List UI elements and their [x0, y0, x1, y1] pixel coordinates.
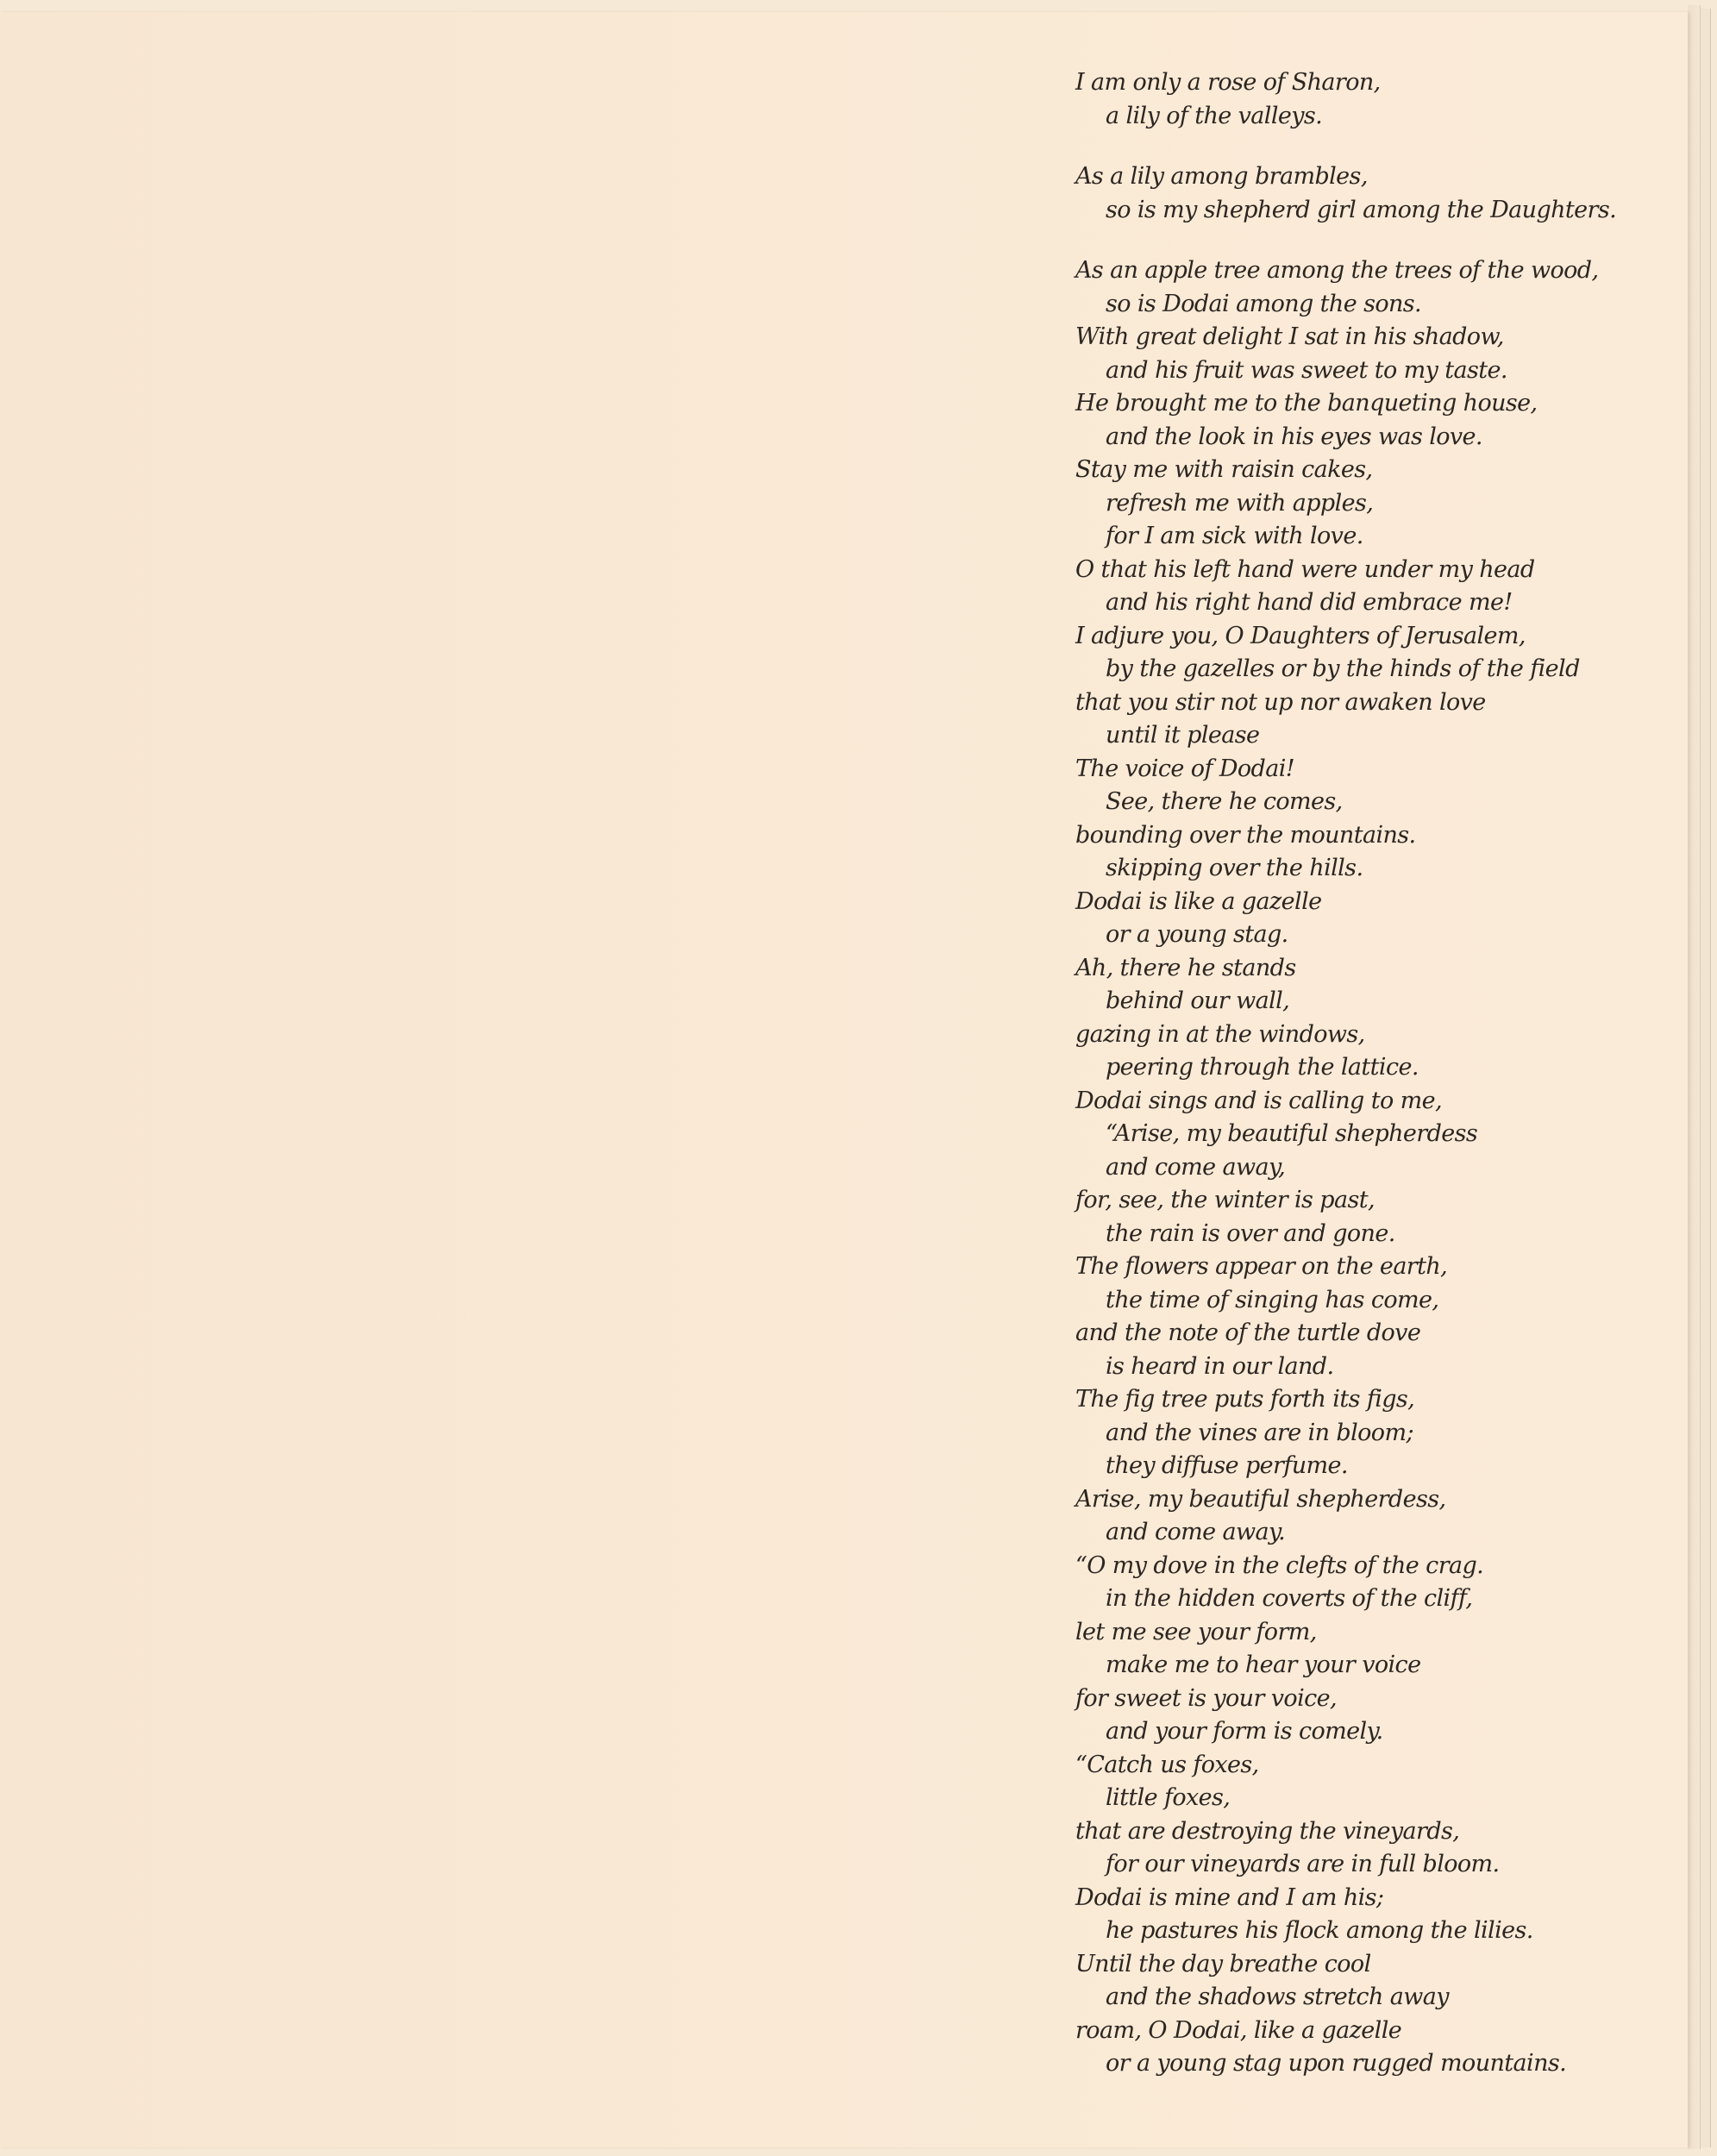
poem-line: until it please	[1106, 722, 1260, 749]
poem-line: so is Dodai among the sons.	[1106, 290, 1422, 317]
poem-line: behind our wall,	[1106, 987, 1290, 1014]
poem-line: so is my shepherd girl among the Daughters.	[1106, 196, 1617, 223]
poem-line: As an apple tree among the trees of the wood,	[1075, 257, 1599, 284]
poem-stanza	[1075, 66, 1662, 133]
poem-text	[1075, 66, 1662, 2081]
poem-line: and his fruit was sweet to my taste.	[1106, 356, 1507, 384]
poem-line: and the look in his eyes was love.	[1106, 423, 1482, 450]
poem-line: With great delight I sat in his shadow,	[1075, 323, 1504, 350]
poem-line: or a young stag upon rugged mountains.	[1106, 2050, 1567, 2077]
poem-line: Dodai is like a gazelle	[1075, 887, 1322, 915]
poem-line: a lily of the valleys.	[1106, 102, 1323, 129]
poem-line: roam, O Dodai, like a gazelle	[1075, 2016, 1402, 2044]
poem-line: that you stir not up nor awaken love	[1075, 688, 1486, 716]
poem-line: Ah, there he stands	[1075, 954, 1296, 981]
stanza-gap	[1075, 227, 1662, 254]
poem-line: and come away.	[1106, 1519, 1286, 1545]
poem-line: they diffuse perfume.	[1106, 1452, 1348, 1479]
poem-line: peering through the lattice.	[1106, 1054, 1419, 1081]
poem-line: the rain is over and gone.	[1106, 1219, 1395, 1247]
poem-line: and your form is comely.	[1106, 1718, 1383, 1745]
poem-line: See, there he comes,	[1106, 788, 1343, 815]
poem-line: the time of singing has come,	[1106, 1286, 1439, 1313]
poem-line: Arise, my beautiful shepherdess,	[1075, 1485, 1446, 1513]
poem-line: refresh me with apples,	[1106, 489, 1374, 517]
poem-line: for our vineyards are in full bloom.	[1106, 1851, 1500, 1877]
poem-line: Stay me with raisin cakes,	[1075, 456, 1373, 483]
poem-line: in the hidden coverts of the cliff,	[1106, 1585, 1473, 1612]
poem-line: he pastures his flock among the lilies.	[1106, 1917, 1533, 1944]
poem-line: He brought me to the banqueting house,	[1075, 390, 1538, 417]
poem-line: and the note of the turtle dove	[1075, 1319, 1421, 1346]
poem-line: Dodai sings and is calling to me,	[1075, 1087, 1442, 1114]
poem-line: “Catch us foxes,	[1075, 1751, 1259, 1778]
poem-line: and his right hand did embrace me!	[1106, 589, 1513, 616]
poem-stanza	[1075, 160, 1662, 227]
under-page-edge	[1700, 9, 1711, 2147]
poem-line: or a young stag.	[1106, 921, 1288, 948]
poem-line: As a lily among brambles,	[1075, 163, 1368, 190]
poem-line: and come away,	[1106, 1153, 1286, 1181]
poem-line: for I am sick with love.	[1106, 523, 1363, 549]
poem-line: is heard in our land.	[1106, 1352, 1334, 1380]
poem-line: little foxes,	[1106, 1784, 1231, 1811]
poem-line: bounding over the mountains.	[1075, 821, 1416, 849]
poem-line: I adjure you, O Daughters of Jerusalem,	[1075, 622, 1526, 649]
poem-line: O that his left hand were under my head	[1075, 555, 1535, 583]
poem-line: The flowers appear on the earth,	[1075, 1253, 1448, 1280]
poem-stanza	[1075, 254, 1662, 2081]
poem-line: by the gazelles or by the hinds of the field	[1106, 655, 1580, 682]
poem-line: gazing in at the windows,	[1075, 1020, 1365, 1048]
poem-line: and the shadows stretch away	[1106, 1984, 1449, 2010]
poem-line: I am only a rose of Sharon,	[1075, 69, 1381, 96]
poem-line: let me see your form,	[1075, 1618, 1317, 1645]
poem-line: The voice of Dodai!	[1075, 755, 1294, 782]
poem-line: Dodai is mine and I am his;	[1075, 1883, 1384, 1911]
poem-line: that are destroying the vineyards,	[1075, 1817, 1460, 1845]
poem-line: for sweet is your voice,	[1075, 1684, 1337, 1712]
stanza-gap	[1075, 133, 1662, 160]
poem-line: Until the day breathe cool	[1075, 1950, 1371, 1977]
poem-line: skipping over the hills.	[1106, 855, 1363, 881]
poem-line: “Arise, my beautiful shepherdess	[1106, 1120, 1478, 1147]
poem-line: and the vines are in bloom;	[1106, 1419, 1413, 1446]
poem-line: for, see, the winter is past,	[1075, 1187, 1375, 1213]
poem-line: make me to hear your voice	[1106, 1651, 1421, 1678]
poem-line: The fig tree puts forth its figs,	[1075, 1386, 1415, 1413]
poem-line: “O my dove in the clefts of the crag.	[1075, 1551, 1484, 1579]
page-edge	[1688, 5, 1701, 2149]
